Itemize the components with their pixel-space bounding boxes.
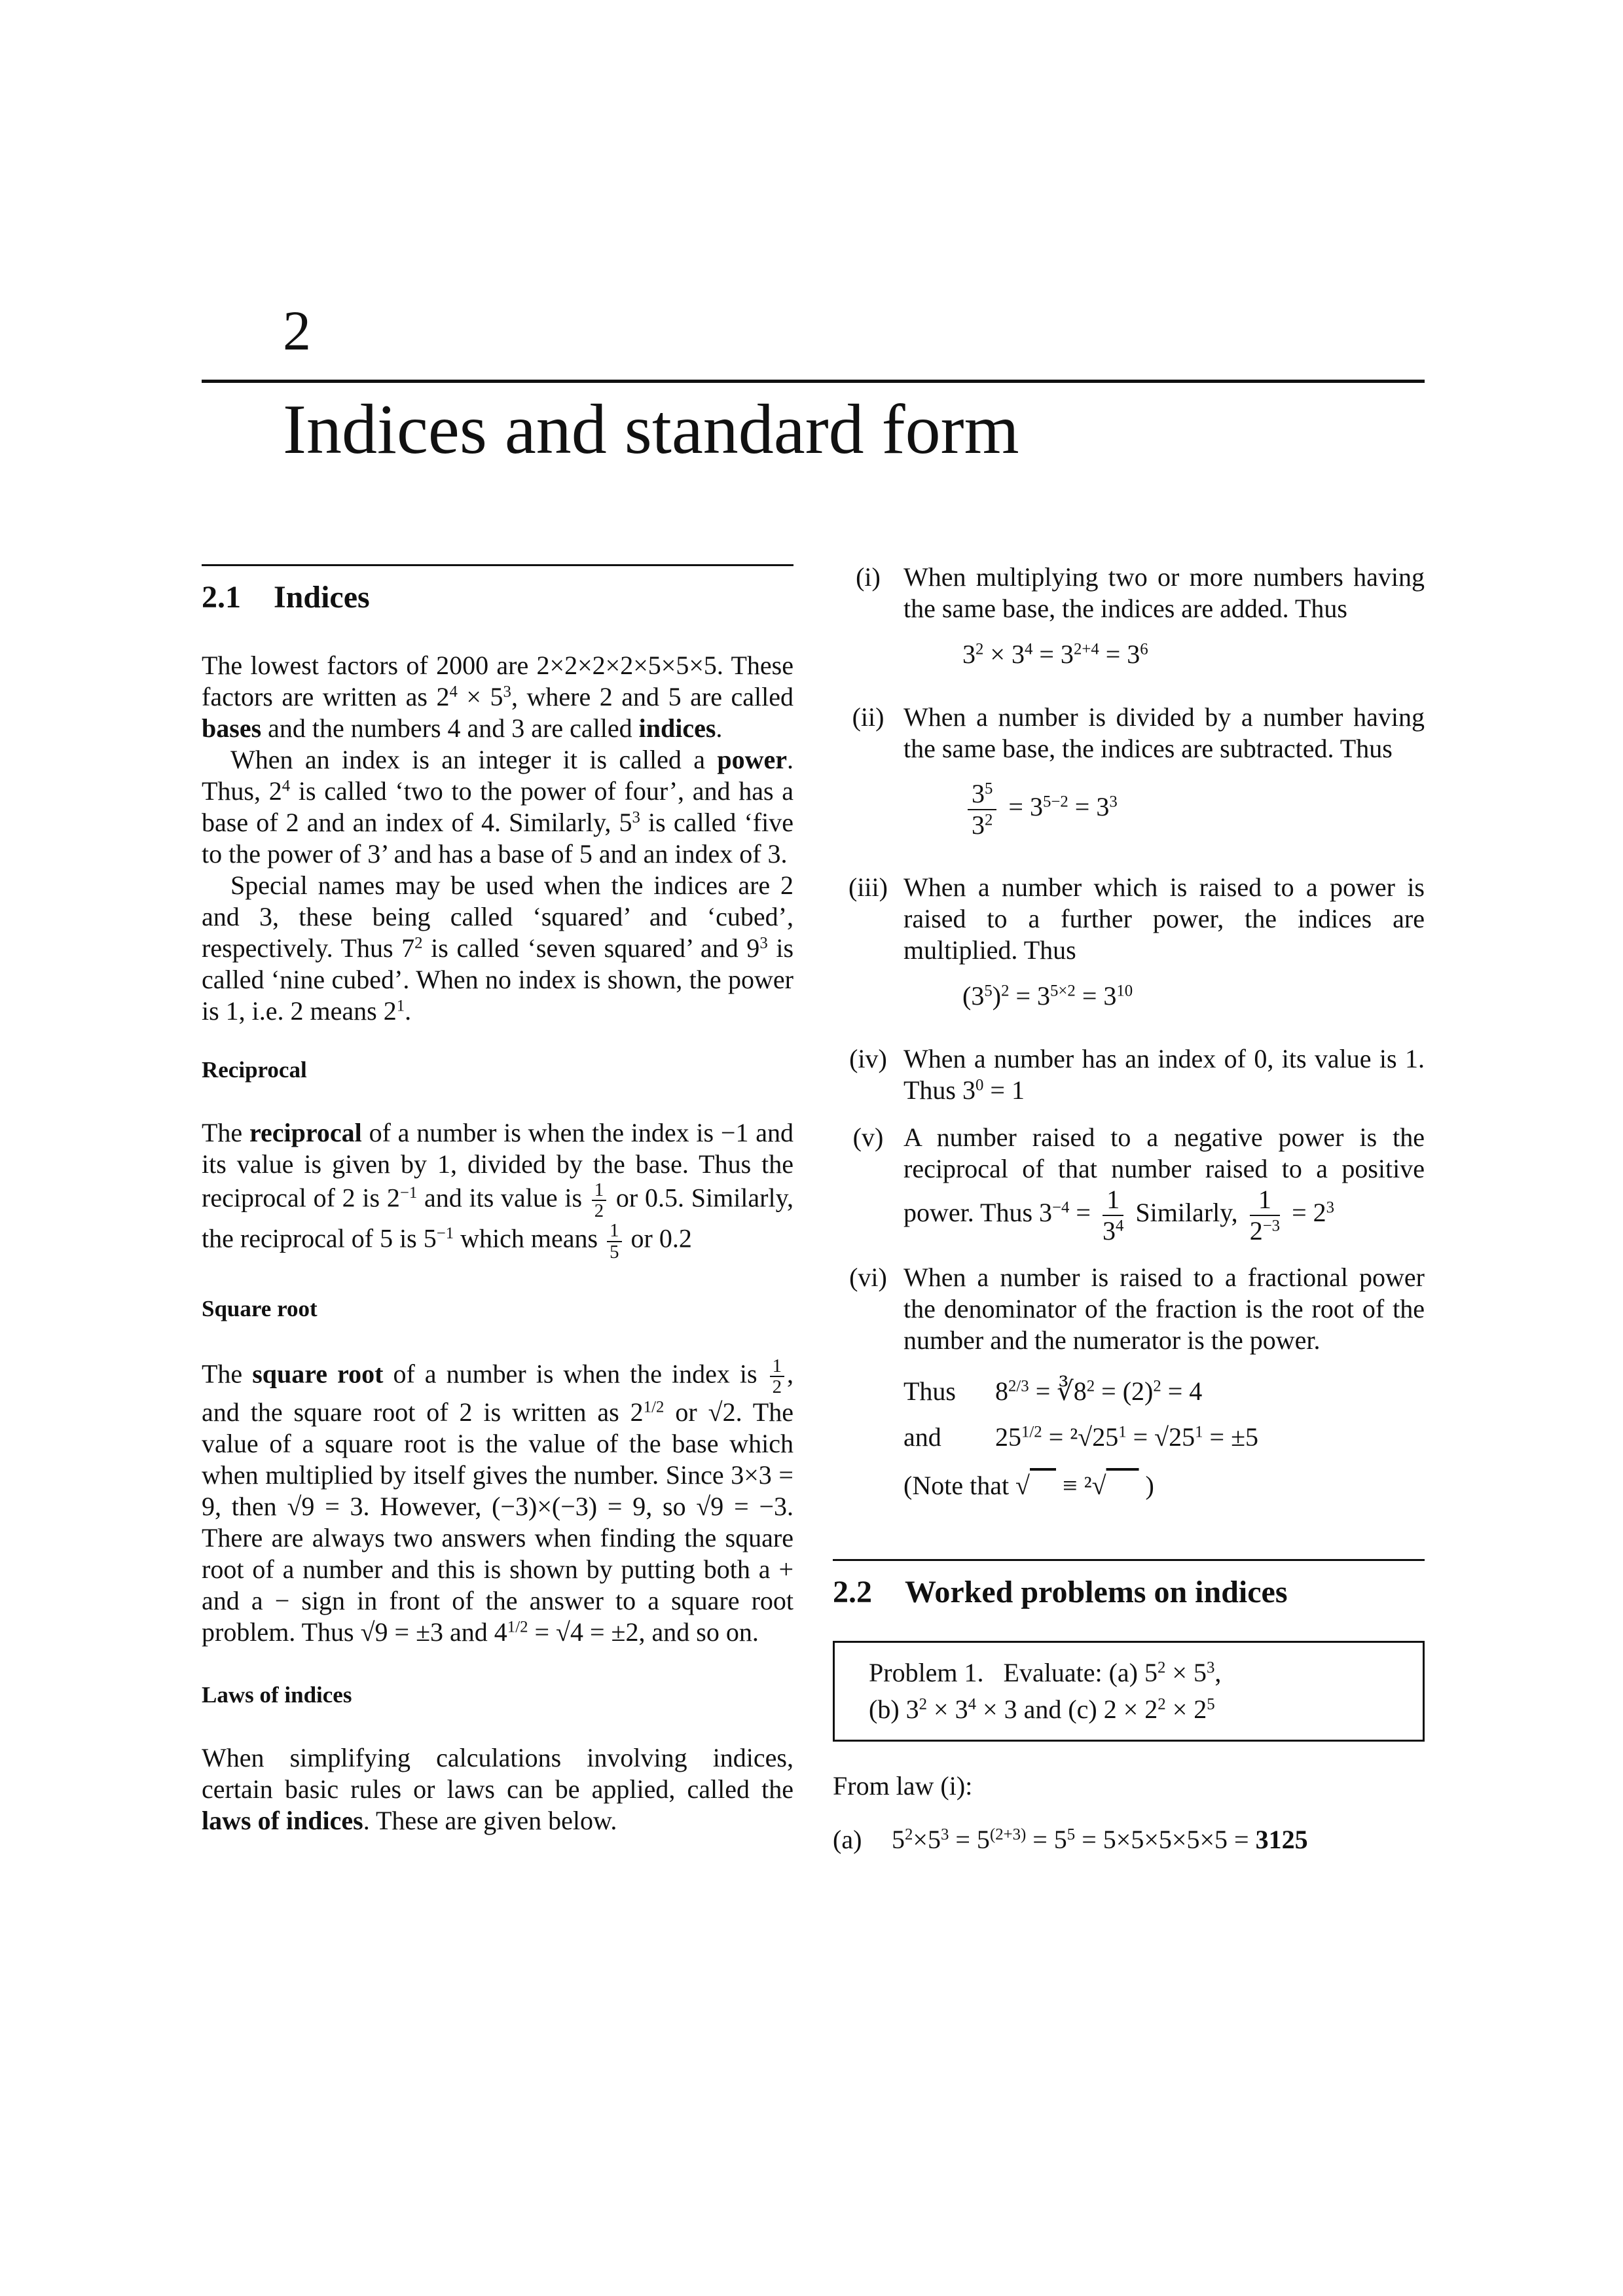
subheading-reciprocal: Reciprocal: [202, 1057, 307, 1083]
law-v: [833, 1122, 1425, 1246]
section-heading-2-2: [833, 1573, 1425, 1612]
law-vi-note: (Note that √ ≡ ²√ ): [903, 1471, 1154, 1500]
law-equation: $\frac{3^5}{3^2}$ = $3^{5-2} = 3^3$: [903, 779, 1425, 840]
law-label: (i): [856, 562, 881, 592]
chapter-rule: [202, 380, 1425, 383]
right-column: [833, 562, 1425, 1856]
law-label: (iii): [848, 872, 888, 902]
fraction: $\frac{1}{3^4}$: [1102, 1185, 1124, 1246]
law-iv: [833, 1043, 1425, 1106]
problem-1-box: [833, 1641, 1425, 1742]
section-title: Indices: [274, 580, 370, 615]
intro-paragraph-2: When an index is an integer it is called a power. Thus, $2^4$ is called ‘two to the power of four’, and has a base of 2 and an index of 4. Similarly, $5^3$ is called ‘five to the power of 3’ and has a base of 5 and an index of 3.: [202, 745, 793, 869]
law-i: [833, 562, 1425, 686]
section-number: 2.2: [833, 1575, 872, 1609]
section-rule: [833, 1559, 1425, 1561]
from-law-text: From law (i):: [833, 1771, 973, 1801]
law-text: When a number which is raised to a power is raised to a further power, the indices are multiplied. Thus: [903, 872, 1425, 965]
section-rule: [202, 564, 793, 566]
law-text: A number raised to a negative power is the reciprocal of that number raised to a positive power. Thus $3^{-4}$ = $\frac{1}{3^4}$ Similarly, $\frac{1}{2^{-3}}$ = $2^3$: [903, 1122, 1425, 1246]
problem-line-2: (b) $3^2 \times 3^4 \times 3$ and (c) $2 \times 2^2 \times 2^5$: [869, 1695, 1215, 1724]
law-vi-examples: [833, 1376, 1425, 1501]
laws-intro-paragraph: When simplifying calculations involving indices, certain basic rules or laws can be applied, called the laws of indices. These are given below.: [202, 1743, 793, 1836]
square-root-paragraph: The square root of a number is when the index is $\frac{1}{2}$ , and the square root of 2 is written as $2^{1/2}$ or √2. The value of a square root is the value of the base which when multiplied by itself gives the number. Since 3×3 = 9, then √9 = 3. However, (−3)×(−3) = 9, so √9 = −3. There are always two answers when finding the square root of a number and this is shown by putting both a + and a − sign in front of the answer to a square root problem. Thus √9 = ±3 and $4^{1/2} = √4 = \pm 2$, and so on.: [202, 1355, 794, 1647]
section-title: Worked problems on indices: [905, 1575, 1288, 1609]
subheading-square-root: Square root: [202, 1295, 318, 1321]
law-equation: $3^2 \times 3^4 = 3^{2+4} = 3^6$: [962, 639, 1148, 669]
law-text: When a number has an index of 0, its value is 1. Thus $3^0 = 1$: [903, 1044, 1425, 1105]
law-ii: [833, 702, 1425, 856]
section-heading-2-1: [202, 578, 793, 617]
fraction: $\frac{3^5}{3^2}$: [968, 779, 996, 840]
fraction-one-fifth: $\frac{1}{5}$: [607, 1221, 621, 1261]
law-equation: $(3^5)^2 = 3^{5\times 2} = 3^{10}$: [962, 981, 1133, 1011]
law-text: When multiplying two or more numbers having the same base, the indices are added. Thus: [903, 562, 1425, 623]
law-label: (iv): [849, 1044, 887, 1073]
law-text: When a number is divided by a number having the same base, the indices are subtracted. Thus: [903, 702, 1425, 763]
fraction: $\frac{1}{2^{-3}}$: [1249, 1185, 1281, 1246]
intro-paragraph-1: The lowest factors of 2000 are 2×2×2×2×5×5×5. These factors are written as $2^4 \times 5^3$, where 2 and 5 are called bases and the numbers 4 and 3 are called indices.: [202, 651, 793, 743]
law-label: (ii): [852, 702, 884, 732]
law-label: (vi): [849, 1263, 887, 1292]
reciprocal-paragraph: The reciprocal of a number is when the index is −1 and its value is given by 1, divided by the base. Thus the reciprocal of 2 is $2^{-1}$ and its value is $\frac{1}{2}$ or 0.5. Similarly, the reciprocal of 5 is $5^{-1}$ which means $\frac{1}{5}$ or 0.2: [202, 1118, 794, 1263]
fraction-one-half: $\frac{1}{2}$: [592, 1180, 606, 1221]
problem-line-1: Problem 1. Evaluate: (a) $5^2 \times 5^3$,: [869, 1658, 1222, 1687]
law-label: (v): [852, 1122, 884, 1152]
law-text: When a number is raised to a fractional power the denominator of the fraction is the root of the number and the numerator is the power.: [903, 1263, 1425, 1355]
law-vi-thus: Thus $8^{2/3}$ = $∛8^2 = (2)^2 = 4$: [903, 1376, 1203, 1406]
section-number: 2.1: [202, 580, 241, 615]
chapter-title: Indices and standard form: [283, 391, 1019, 469]
law-vi-and: and $25^{1/2} = ^2√25^1 = √25^1 = \pm 5$: [903, 1422, 1259, 1452]
law-iii: [833, 872, 1425, 1028]
answer-a: (a) $5^2\times 5^3 = 5^{(2+3)} = 5^5 = 5\times 5\times 5\times 5\times 5 = 3125$: [833, 1825, 1308, 1854]
left-column: [202, 564, 793, 1837]
law-vi: [833, 1262, 1425, 1356]
fraction-one-half: $\frac{1}{2}$: [770, 1356, 784, 1397]
subheading-laws-of-indices: Laws of indices: [202, 1682, 352, 1708]
chapter-number: 2: [283, 299, 311, 362]
intro-paragraph-3: Special names may be used when the indices are 2 and 3, these being called ‘squared’ and ‘cubed’, respectively. Thus $7^2$ is called ‘seven squared’ and $9^3$ is called ‘nine cubed’. When no index is shown, the power is 1, i.e. 2 means $2^1$.: [202, 870, 794, 1026]
